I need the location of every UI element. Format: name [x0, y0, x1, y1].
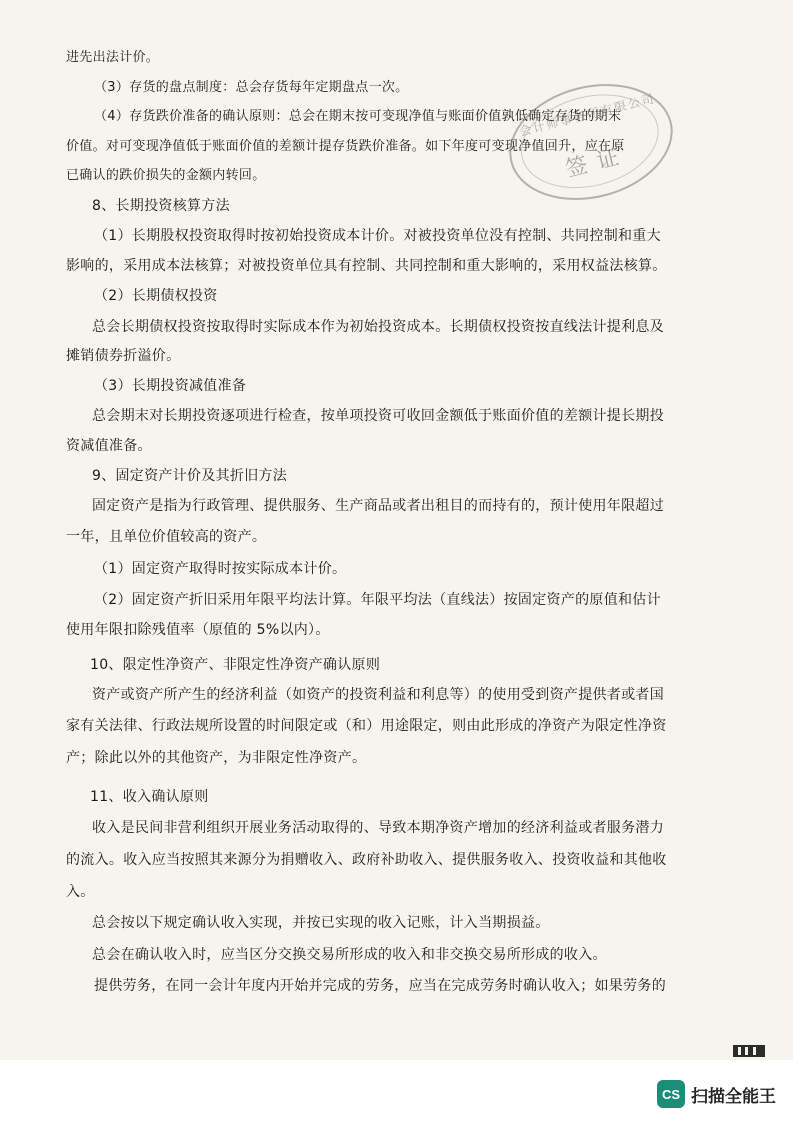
seal-center-text: 签证	[563, 142, 632, 183]
text-line: 提供劳务，在同一会计年度内开始并完成的劳务，应当在完成劳务时确认收入；如果劳务的	[94, 978, 666, 994]
subheading: （3）长期投资减值准备	[94, 378, 247, 394]
text-line: （3）存货的盘点制度：总会存货每年定期盘点一次。	[94, 80, 409, 95]
section-heading: 8、长期投资核算方法	[92, 198, 230, 214]
section-heading: 11、收入确认原则	[90, 789, 209, 805]
seal-stamp	[497, 68, 685, 217]
text-line: 入。	[66, 884, 95, 900]
text-line: （2）固定资产折旧采用年限平均法计算。年限平均法（直线法）按固定资产的原值和估计	[94, 592, 661, 608]
text-line: 总会按以下规定确认收入实现，并按已实现的收入记账，计入当期损益。	[92, 915, 550, 931]
text-line: 的流入。收入应当按照其来源分为捐赠收入、政府补助收入、提供服务收入、投资收益和其他收	[66, 852, 667, 868]
text-line: 已确认的跌价损失的金额内转回。	[66, 168, 266, 183]
scanner-watermark	[657, 1080, 776, 1108]
seal-ring-text: 会计师事务所有限公司	[517, 91, 658, 139]
text-line: （1）固定资产取得时按实际成本计价。	[94, 561, 347, 577]
text-line: （1）长期股权投资取得时按初始投资成本计价。对被投资单位没有控制、共同控制和重大	[94, 228, 661, 244]
text-line: 总会在确认收入时，应当区分交换交易所形成的收入和非交换交易所形成的收入。	[92, 947, 607, 963]
text-line: 资产或资产所产生的经济利益（如资产的投资利益和利息等）的使用受到资产提供者或者国	[92, 687, 664, 703]
text-line: 家有关法律、行政法规所设置的时间限定或（和）用途限定，则由此形成的净资产为限定性净资	[66, 718, 667, 734]
subheading: （2）长期债权投资	[94, 288, 218, 304]
text-line: 使用年限扣除残值率（原值的 5%以内）。	[66, 622, 330, 638]
watermark-label: 扫描全能王	[691, 1086, 776, 1107]
text-line: 资减值准备。	[66, 438, 152, 454]
camscanner-logo-icon: CS	[657, 1080, 685, 1108]
text-line: （4）存货跌价准备的确认原则：总会在期末按可变现净值与账面价值孰低确定存货的期末	[94, 109, 622, 124]
text-line: 总会期末对长期投资逐项进行检查，按单项投资可收回金额低于账面价值的差额计提长期投	[92, 408, 664, 424]
text-line: 进先出法计价。	[66, 50, 160, 65]
text-line: 摊销债券折溢价。	[66, 348, 181, 364]
text-line: 收入是民间非营利组织开展业务活动取得的、导致本期净资产增加的经济利益或者服务潜力	[92, 820, 664, 836]
text-line: 价值。对可变现净值低于账面价值的差额计提存货跌价准备。如下年度可变现净值回升，应在原	[66, 139, 625, 154]
text-line: 总会长期债权投资按取得时实际成本作为初始投资成本。长期债权投资按直线法计提利息及	[92, 319, 664, 335]
text-line: 产；除此以外的其他资产，为非限定性净资产。	[66, 750, 367, 766]
text-line: 一年，且单位价值较高的资产。	[66, 529, 267, 545]
page-corner-mark	[733, 1045, 765, 1057]
section-heading: 10、限定性净资产、非限定性净资产确认原则	[90, 657, 381, 673]
text-line: 影响的，采用成本法核算；对被投资单位具有控制、共同控制和重大影响的，采用权益法核算。	[66, 258, 667, 274]
text-line: 固定资产是指为行政管理、提供服务、生产商品或者出租目的而持有的，预计使用年限超过	[92, 498, 664, 514]
section-heading: 9、固定资产计价及其折旧方法	[92, 468, 288, 484]
